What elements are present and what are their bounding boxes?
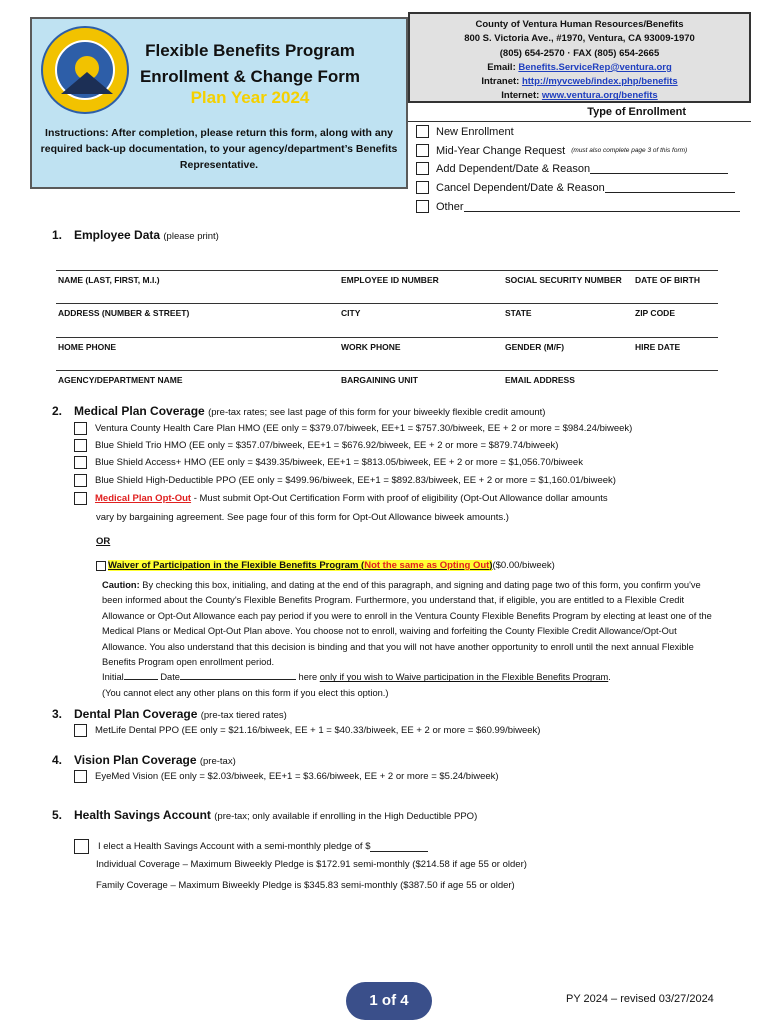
section-3-number: 3. — [52, 707, 63, 721]
page-indicator: 1 of 4 — [346, 982, 432, 1020]
initial-field[interactable] — [124, 671, 158, 680]
row-1-line[interactable] — [56, 270, 718, 271]
or-label: OR — [96, 536, 111, 547]
checkbox[interactable] — [74, 492, 87, 505]
checkbox[interactable] — [74, 474, 87, 487]
section-2-number: 2. — [52, 404, 63, 418]
hsa-pledge-field[interactable] — [370, 841, 428, 852]
checkbox[interactable] — [74, 456, 87, 469]
waiver-option[interactable]: Waiver of Participation in the Flexible Benefits Program (Not the same as Opting Out) ($0.00/biweek) — [96, 560, 555, 571]
other-field[interactable] — [464, 201, 740, 212]
checkbox[interactable] — [74, 724, 87, 737]
contact-intranet-row: Intranet: http://myvcweb/index.php/benefits — [481, 76, 678, 88]
label-agency: AGENCY/DEPARTMENT NAME — [58, 375, 183, 385]
medical-option-vchcp[interactable]: Ventura County Health Care Plan HMO (EE only = $379.07/biweek, EE+1 = $757.30/biweek, EE + 2 or more = $984.24/biweek) — [74, 422, 632, 435]
contact-email-row: Email: Benefits.ServiceRep@ventura.org — [487, 61, 672, 73]
section-4-title: Vision Plan Coverage (pre-tax) — [74, 753, 236, 767]
section-1-number: 1. — [52, 228, 63, 242]
label-state: STATE — [505, 308, 532, 318]
enroll-option-midyear[interactable]: Mid-Year Change Request (must also complete page 3 of this form) — [416, 144, 687, 157]
section-4-number: 4. — [52, 753, 63, 767]
enroll-option-other[interactable]: Other — [416, 200, 740, 213]
medical-option-access[interactable]: Blue Shield Access+ HMO (EE only = $439.35/biweek, EE+1 = $813.05/biweek, EE + 2 or more = $1,056.70/biweek — [74, 456, 583, 469]
optout-link[interactable]: Medical Plan Opt-Out — [95, 493, 192, 504]
row-3-line[interactable] — [56, 337, 718, 338]
caution-paragraph: Caution: By checking this box, initialing, and dating at the end of this paragraph, and signing and dating page two of this form, you confirm you've been informed about the County's Flexible Benefits Program. Furthermore, you understand that, if eligible, you are entitled to a Flexible Credit Allowance or Opt-Out Allowance each pay period if you were to enroll in the Ventura County Flexible Benefits Program by electing at least one of the Medical Plans or Medical Opt-Out Plan above. You choose not to enroll, waiving and forfeiting the County Flexible Credit Allowance/Opt-Out Allowance. You also understand that this decision is binding and that you will not have another opportunity to enroll until the next annual Flexible Benefits Program open enrollment period. Initial Date here only if you wish to Waive participation in the Flexible Benefits Program. (You cannot elect any other plans on this form if you elect this option.) — [102, 580, 712, 698]
row-4-line[interactable] — [56, 370, 718, 371]
instructions: Instructions: After completion, please return this form, along with any required back-up documentation, to your agency/department’s Benefits Representative. — [40, 127, 398, 171]
label-dob: DATE OF BIRTH — [635, 275, 701, 285]
section-5-number: 5. — [52, 808, 63, 822]
label-address: ADDRESS (NUMBER & STREET) — [58, 308, 190, 318]
seal-center — [55, 40, 115, 100]
checkbox[interactable] — [416, 162, 429, 175]
hsa-family: Family Coverage – Maximum Biweekly Pledge is $345.83 semi-monthly ($387.50 if age 55 or older) — [96, 880, 515, 891]
contact-internet-row: Internet: www.ventura.org/benefits — [501, 90, 658, 102]
county-seal-logo — [41, 26, 129, 114]
contact-org: County of Ventura Human Resources/Benefits — [475, 19, 684, 30]
row-2-line[interactable] — [56, 303, 718, 304]
label-hire-date: HIRE DATE — [635, 342, 681, 352]
seal-mountain-icon — [61, 72, 113, 94]
section-3-title: Dental Plan Coverage (pre-tax tiered rates) — [74, 707, 287, 721]
label-name: NAME (LAST, FIRST, M.I.) — [58, 275, 160, 285]
vision-option[interactable]: EyeMed Vision (EE only = $2.03/biweek, EE+1 = $3.66/biweek, EE + 2 or more = $5.24/biweek) — [74, 770, 499, 783]
enroll-option-add-dependent[interactable]: Add Dependent/Date & Reason — [416, 162, 728, 175]
checkbox[interactable] — [416, 181, 429, 194]
label-city: CITY — [341, 308, 361, 318]
contact-phone: (805) 654-2570 · FAX (805) 654-2665 — [499, 47, 660, 59]
label-bargaining-unit: BARGAINING UNIT — [341, 375, 418, 385]
add-dependent-field[interactable] — [590, 163, 728, 174]
enrollment-type-title: Type of Enrollment — [587, 106, 686, 118]
enroll-option-new[interactable]: New Enrollment — [416, 125, 514, 138]
dental-option[interactable]: MetLife Dental PPO (EE only = $21.16/biweek, EE + 1 = $40.33/biweek, EE + 2 or more = $60.99/biweek) — [74, 724, 540, 737]
section-1-title: Employee Data (please print) — [74, 228, 219, 242]
checkbox[interactable] — [74, 439, 87, 452]
waiver-title: Waiver of Participation in the Flexible Benefits Program (Not the same as Opting Out) — [108, 560, 493, 571]
hsa-option[interactable]: I elect a Health Savings Account with a semi-monthly pledge of $ — [74, 839, 428, 854]
checkbox[interactable] — [416, 144, 429, 157]
label-gender: GENDER (M/F) — [505, 342, 565, 352]
label-work-phone: WORK PHONE — [341, 342, 401, 352]
label-zip: ZIP CODE — [635, 308, 675, 318]
optout-text-2: vary by bargaining agreement. See page four of this form for Opt-Out Allowance biweek amounts.) — [96, 512, 509, 523]
checkbox[interactable] — [74, 770, 87, 783]
checkbox[interactable] — [416, 125, 429, 138]
plan-year: Plan Year 2024 — [190, 88, 310, 107]
label-email: EMAIL ADDRESS — [505, 375, 575, 385]
email-link[interactable]: Benefits.ServiceRep@ventura.org — [518, 61, 672, 73]
checkbox[interactable] — [74, 839, 89, 854]
form-title — [135, 38, 365, 90]
enroll-option-cancel-dependent[interactable]: Cancel Dependent/Date & Reason — [416, 181, 735, 194]
hsa-individual: Individual Coverage – Maximum Biweekly Pledge is $172.91 semi-monthly ($214.58 if age 55 or older) — [96, 859, 527, 870]
intranet-link[interactable]: http://myvcweb/index.php/benefits — [521, 76, 678, 88]
title-line-1: Flexible Benefits Program — [145, 41, 355, 60]
date-field[interactable] — [180, 671, 296, 680]
contact-address: 800 S. Victoria Ave., #1970, Ventura, CA 93009-1970 — [464, 33, 695, 45]
label-home-phone: HOME PHONE — [58, 342, 117, 352]
checkbox[interactable] — [74, 422, 87, 435]
medical-option-trio[interactable]: Blue Shield Trio HMO (EE only = $357.07/biweek, EE+1 = $676.92/biweek, EE + 2 or more = $879.74/biweek) — [74, 439, 558, 452]
medical-option-hdppo[interactable]: Blue Shield High-Deductible PPO (EE only = $499.96/biweek, EE+1 = $892.83/biweek, EE + 2 or more = $1,160.01/biweek) — [74, 474, 616, 487]
enrollment-type-divider — [408, 121, 751, 122]
label-ssn: SOCIAL SECURITY NUMBER — [505, 275, 622, 285]
cancel-dependent-field[interactable] — [605, 182, 735, 193]
internet-link[interactable]: www.ventura.org/benefits — [541, 90, 658, 102]
checkbox[interactable] — [96, 561, 106, 571]
contact-box — [408, 12, 751, 103]
section-5-title: Health Savings Account (pre-tax; only available if enrolling in the High Deductible PPO) — [74, 808, 478, 822]
title-line-2: Enrollment & Change Form — [139, 67, 361, 86]
section-2-title: Medical Plan Coverage (pre-tax rates; see last page of this form for your biweekly flexible credit amount) — [74, 404, 546, 418]
medical-option-optout[interactable]: Medical Plan Opt-Out - Must submit Opt-Out Certification Form with proof of eligibility (Opt-Out Allowance dollar amounts — [74, 492, 608, 505]
label-employee-id: EMPLOYEE ID NUMBER — [341, 275, 439, 285]
checkbox[interactable] — [416, 200, 429, 213]
revision-date: PY 2024 – revised 03/27/2024 — [566, 993, 714, 1005]
